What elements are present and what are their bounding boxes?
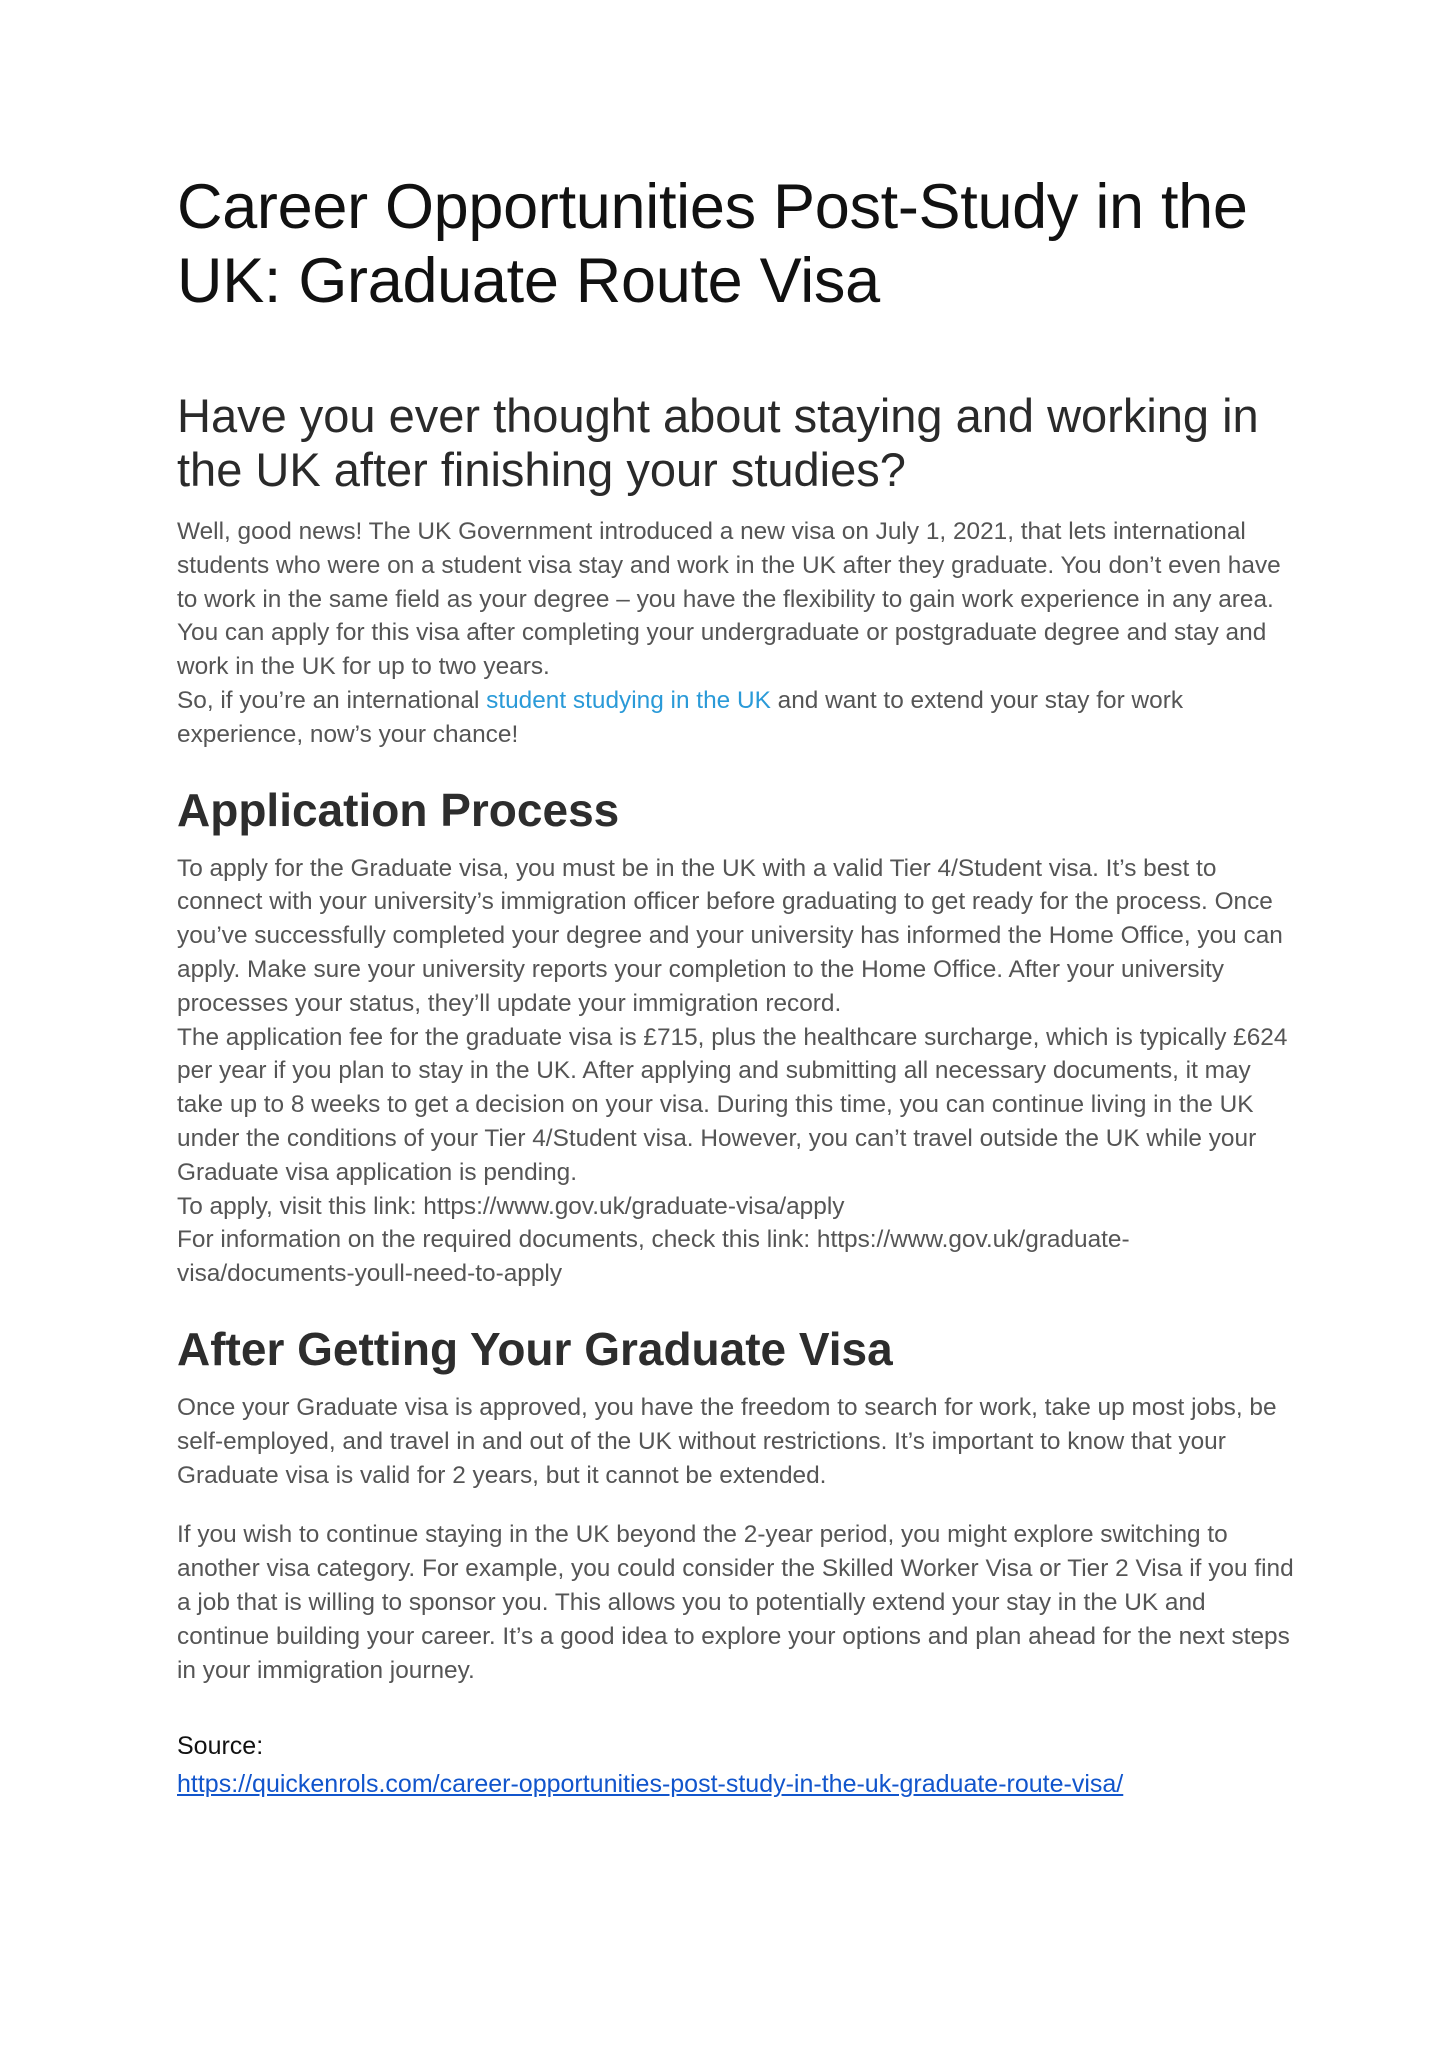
page-title: Career Opportunities Post-Study in the UK: Graduate Route Visa bbox=[177, 172, 1248, 316]
intro-cta-text-before: So, if you’re an international bbox=[177, 686, 487, 714]
application-eligibility-paragraph: To apply for the Graduate visa, you must be in the UK with a valid Tier 4/Student visa. It’s best to connect with your university’s immigration officer before graduating to get ready for the process. Once you’ve successfully completed your degree and your university has informed the Home Office, you can apply. Make sure your university reports your completion to the Home Office. After your university processes your status, they’ll update your immigration record. bbox=[177, 854, 1283, 1017]
document-page bbox=[177, 170, 1297, 1803]
intro-paragraph: Well, good news! The UK Government introduced a new visa on July 1, 2021, that lets international students who were on a student visa stay and work in the UK after they graduate. You don’t even have to work in the same field as your degree – you have the flexibility to gain work experience in any area. You can apply for this visa after completing your undergraduate or postgraduate degree and stay and work in the UK for up to two years. bbox=[177, 518, 1281, 681]
after-visa-paragraph: Once your Graduate visa is approved, you have the freedom to search for work, take up most jobs, be self-employed, and travel in and out of the UK without restrictions. It’s important to know that your Graduate visa is valid for 2 years, but it cannot be extended. bbox=[177, 1393, 1277, 1489]
source-url-link[interactable]: https://quickenrols.com/career-opportunities-post-study-in-the-uk-graduate-route-visa/ bbox=[177, 1770, 1124, 1799]
extension-options-paragraph: If you wish to continue staying in the UK beyond the 2-year period, you might explore switching to another visa category. For example, you could consider the Skilled Worker Visa or Tier 2 Visa if you find a job that is willing to sponsor you. This allows you to potentially extend your stay in the UK and continue building your career. It’s a good idea to explore your options and plan ahead for the next steps in your immigration journey. bbox=[177, 1521, 1294, 1684]
after-visa-heading: After Getting Your Graduate Visa bbox=[177, 1322, 893, 1375]
intro-cta-text-after: and want to extend your stay for work experience, now’s your chance! bbox=[177, 686, 1184, 748]
documents-link-text: For information on the required documents, check this link: https://www.gov.uk/graduate-visa/documents-youll-need-to-apply bbox=[177, 1226, 1130, 1288]
student-studying-link[interactable]: student studying in the UK bbox=[486, 686, 771, 714]
apply-link-text: To apply, visit this link: https://www.gov.uk/graduate-visa/apply bbox=[177, 1192, 845, 1220]
intro-call-to-action bbox=[177, 684, 1297, 752]
source-label: Source: bbox=[177, 1732, 264, 1761]
application-fee-paragraph: The application fee for the graduate visa is £715, plus the healthcare surcharge, which is typically £624 per year if you plan to stay in the UK. After applying and submitting all necessary documents, it may take up to 8 weeks to get a decision on your visa. During this time, you can continue living in the UK under the conditions of your Tier 4/Student visa. However, you can’t travel outside the UK while your Graduate visa application is pending. bbox=[177, 1023, 1288, 1186]
intro-question-heading: Have you ever thought about staying and working in the UK after finishing your studies? bbox=[177, 389, 1259, 496]
source-block bbox=[177, 1727, 1297, 1803]
application-process-heading: Application Process bbox=[177, 783, 620, 836]
